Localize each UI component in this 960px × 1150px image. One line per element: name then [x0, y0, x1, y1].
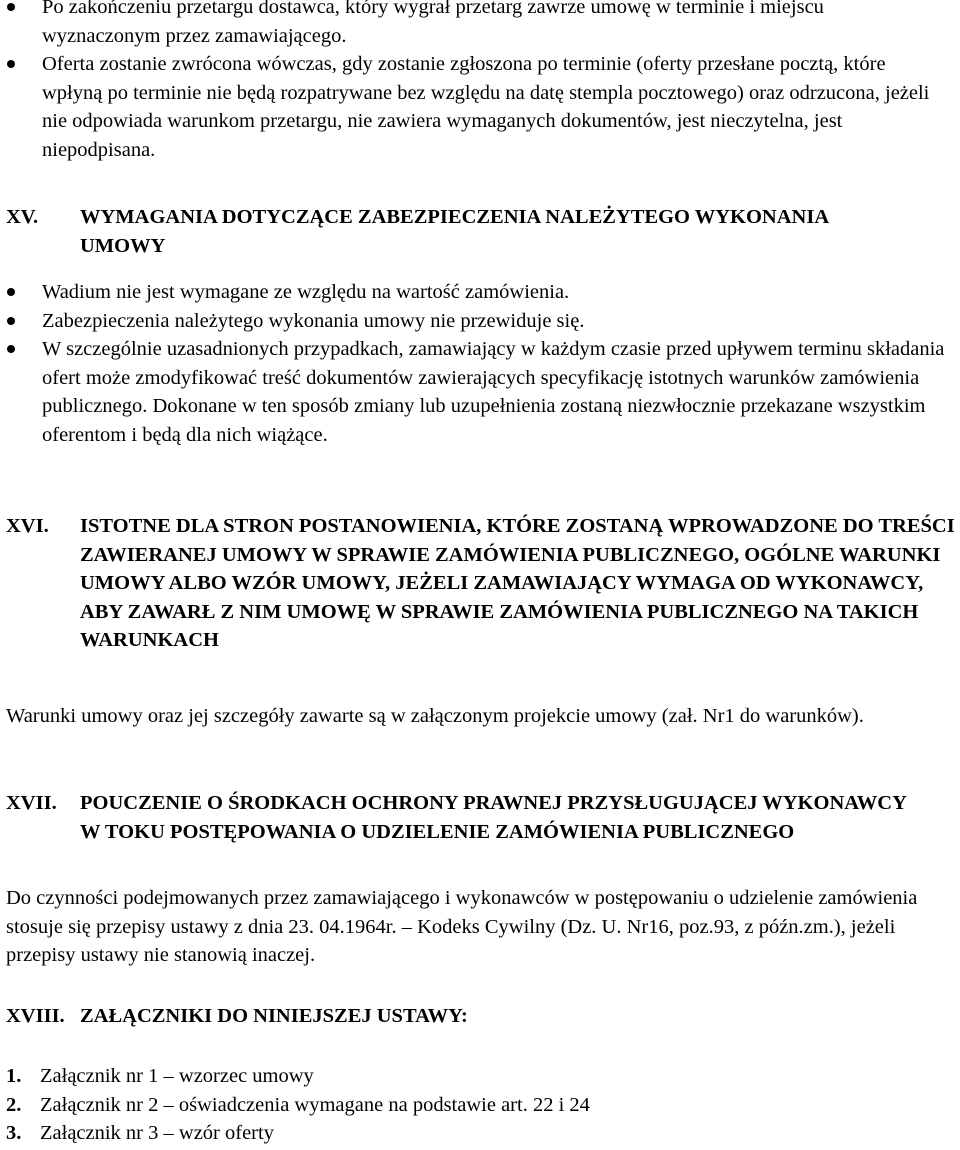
item-text: Załącznik nr 3 – wzór oferty [40, 1122, 274, 1145]
bullet-icon [7, 60, 15, 68]
list-item [0, 307, 945, 336]
attachments-list [0, 1062, 900, 1148]
list-item [0, 50, 945, 164]
bullet-text: Oferta zostanie zwrócona wówczas, gdy zostanie zgłoszona po terminie (oferty przesłane pocztą, które wpłyną po terminie nie będą rozpatrywane bez względu na datę stempla pocztowego) oraz odrzucona, jeżeli nie odpowiada warunkom przetargu, nie zawiera wymaganych dokumentów, jest nieczytelna, jest niepodpisana. [42, 53, 930, 161]
section-xvii-body: Do czynności podejmowanych przez zamawiającego i wykonawców w postępowaniu o udzielenie zamówienia stosuje się przepisy ustawy z dnia 23. 04.1964r. – Kodeks Cywilny (Dz. U. Nr16, poz.93, z późn.zm.), jeżeli przepisy ustawy nie stanowią inaczej. [6, 887, 918, 967]
bullet-text: W szczególnie uzasadnionych przypadkach, zamawiający w każdym czasie przed upływem terminu składania ofert może zmodyfikować treść dokumentów zawierających specyfikację istotnych warunków zamówienia publicznego. Dokonane w ten sposób zmiany lub uzupełnienia zostaną niezwłocznie przekazane wszystkim oferentom i będą dla nich wiążące. [42, 338, 945, 446]
list-item [0, 0, 945, 50]
section-number: XVII. [6, 792, 57, 814]
bullet-icon [7, 3, 15, 11]
list-item [0, 1091, 900, 1120]
list-item [0, 278, 945, 307]
item-number: 1. [6, 1065, 22, 1087]
bullet-icon [7, 345, 15, 353]
bullet-text: Zabezpieczenia należytego wykonania umowy nie przewiduje się. [42, 309, 585, 332]
section-xv-bullet-list [0, 278, 945, 450]
item-text: Załącznik nr 1 – wzorzec umowy [40, 1065, 314, 1087]
section-title: POUCZENIE O ŚRODKACH OCHRONY PRAWNEJ PRZYSŁUGUJĄCEJ WYKONAWCY W TOKU POSTĘPOWANIA O UDZIELENIE ZAMÓWIENIA PUBLICZNEGO [80, 792, 907, 843]
item-number: 3. [6, 1122, 22, 1145]
bullet-text: Po zakończeniu przetargu dostawca, który wygrał przetarg zawrze umowę w terminie i miejscu wyznaczonym przez zamawiającego. [42, 0, 824, 47]
section-heading-xvi [6, 512, 956, 655]
section-number: XV. [6, 206, 39, 228]
section-number: XVIII. [6, 1005, 65, 1027]
bullet-icon [7, 288, 15, 296]
section-title: WYMAGANIA DOTYCZĄCE ZABEZPIECZENIA NALEŻYTEGO WYKONANIA UMOWY [80, 206, 828, 257]
bullet-text: Wadium nie jest wymagane ze względu na wartość zamówienia. [42, 281, 570, 303]
section-number: XVI. [6, 515, 49, 537]
list-item [0, 335, 945, 449]
intro-bullet-list [0, 0, 945, 165]
list-item [0, 1062, 900, 1091]
section-heading-xv [6, 203, 846, 260]
section-title: ZAŁĄCZNIKI DO NINIEJSZEJ USTAWY: [80, 1005, 468, 1027]
section-title: ISTOTNE DLA STRON POSTANOWIENIA, KTÓRE ZOSTANĄ WPROWADZONE DO TREŚCI ZAWIERANEJ UMOWY W SPRAWIE ZAMÓWIENIA PUBLICZNEGO, OGÓLNE WARUNKI UMOWY ALBO WZÓR UMOWY, JEŻELI ZAMAWIAJĄCY WYMAGA OD WYKONAWCY, ABY ZAWARŁ Z NIM UMOWĘ W SPRAWIE ZAMÓWIENIA PUBLICZNEGO NA TAKICH WARUNKACH [80, 515, 955, 652]
section-heading-xviii [6, 1002, 906, 1031]
bullet-icon [7, 317, 15, 325]
section-heading-xvii [6, 789, 931, 846]
item-number: 2. [6, 1093, 22, 1116]
section-xvi-body: Warunki umowy oraz jej szczegóły zawarte są w załączonym projekcie umowy (zał. Nr1 do warunków). [6, 705, 864, 727]
item-text: Załącznik nr 2 – oświadczenia wymagane na podstawie art. 22 i 24 [40, 1093, 590, 1116]
list-item [0, 1119, 900, 1148]
